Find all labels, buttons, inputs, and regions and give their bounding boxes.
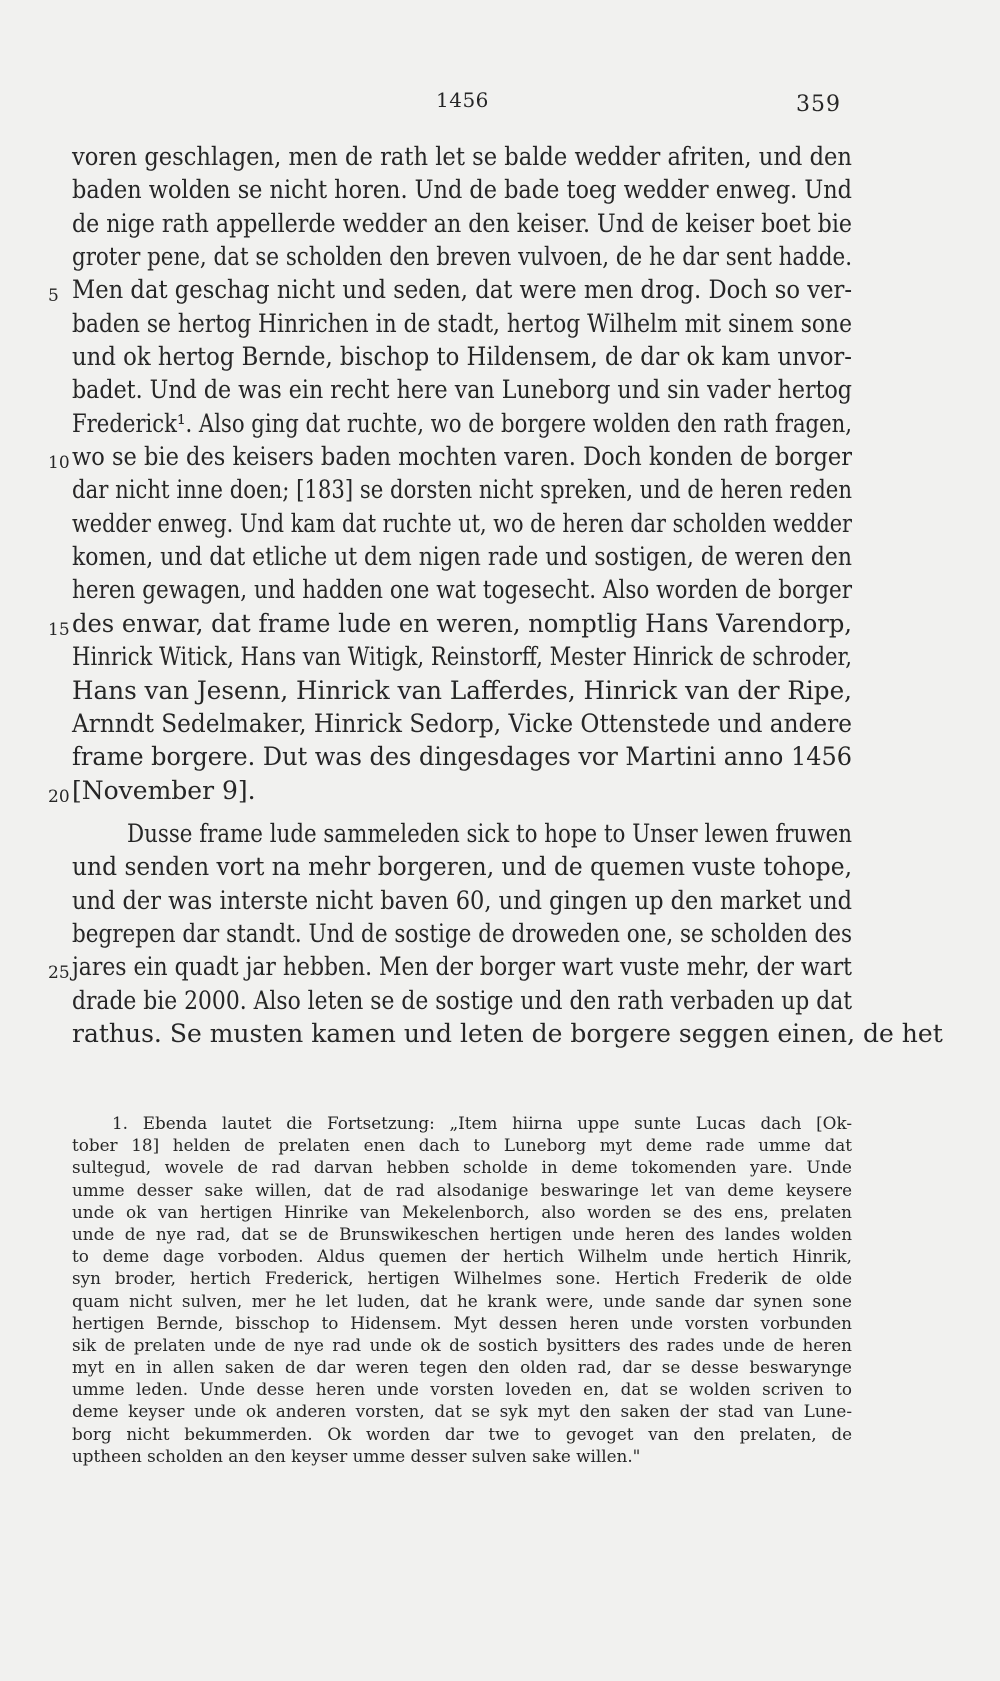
footnote-line: tober 18] helden de prelaten enen dach to Luneborg myt deme rade umme dat bbox=[72, 1135, 852, 1156]
footnote-line: quam nicht sulven, mer he let luden, dat he krank were, unde sande dar synen sone bbox=[72, 1290, 852, 1311]
footnote-line: syn broder, hertich Frederick, hertigen Wilhelmes sone. Hertich Frederik de olde bbox=[72, 1268, 852, 1289]
line-number: 15 bbox=[48, 619, 70, 640]
line-text: und senden vort na mehr borgeren, und de quemen vuste tohope, bbox=[72, 852, 852, 882]
text-line bbox=[48, 607, 852, 640]
text-line bbox=[72, 473, 852, 506]
text-line bbox=[48, 273, 852, 307]
line-text: Hinrick Witick, Hans van Witigk, Reinstorff, Mester Hinrick de schroder, bbox=[72, 642, 852, 672]
line-number: 10 bbox=[48, 453, 70, 474]
text-line bbox=[72, 1017, 943, 1050]
text-line bbox=[72, 240, 852, 273]
footnote-line: sik de prelaten unde de nye rad unde ok de sostich bysitters des rades unde de heren bbox=[72, 1334, 852, 1355]
footnote-line: sultegud, wovele de rad darvan hebben scholde in deme tokomenden yare. Unde bbox=[72, 1157, 852, 1178]
footnote-line: deme keyser unde ok anderen vorsten, dat se syk myt den saken der stad van Lune- bbox=[72, 1401, 852, 1422]
footnote-line: to deme dage vorboden. Aldus quemen der hertich Wilhelm unde hertich Hinrik, bbox=[72, 1246, 852, 1267]
text-line bbox=[48, 440, 852, 474]
footnote-line: borg nicht bekummerden. Ok worden dar twe to gevoget van den prelaten, de bbox=[72, 1423, 852, 1444]
text-line bbox=[72, 140, 852, 173]
line-text: frame borgere. Dut was des dingesdages vor Martini anno 1456 bbox=[72, 742, 852, 772]
line-text: heren gewagen, und hadden one wat togesecht. Also worden de borger bbox=[72, 575, 852, 605]
page-number: 359 bbox=[796, 92, 841, 117]
text-line bbox=[72, 917, 852, 950]
line-text: und der was interste nicht baven 60, und gingen up den market und bbox=[72, 885, 852, 915]
line-text: Men dat geschag nicht und seden, dat were men drog. Doch so ver- bbox=[72, 275, 852, 305]
line-text: Dusse frame lude sammeleden sick to hope to Unser lewen fruwen bbox=[127, 818, 852, 848]
line-text: und ok hertog Bernde, bischop to Hildensem, de dar ok kam unvor- bbox=[72, 342, 852, 372]
footnote-line: unde de nye rad, dat se de Brunswikeschen hertigen unde heren des landes wolden bbox=[72, 1223, 852, 1244]
main-text bbox=[48, 140, 943, 1050]
text-line bbox=[72, 884, 852, 917]
footnote-line: 1. Ebenda lautet die Fortsetzung: „Item hiirna uppe sunte Lucas dach [Ok- bbox=[112, 1113, 852, 1133]
line-text: wo se bie des keisers baden mochten varen. Doch konden de borger bbox=[72, 442, 852, 472]
line-text: begrepen dar standt. Und de sostige de droweden one, se scholden des bbox=[72, 918, 852, 948]
line-text: groter pene, dat se scholden den breven vulvoen, de he dar sent hadde. bbox=[72, 242, 852, 272]
text-line bbox=[72, 373, 852, 406]
text-line bbox=[48, 950, 852, 984]
footnote-line: unde ok van hertigen Hinrike van Mekelenborch, also worden se des ens, prelaten bbox=[72, 1201, 852, 1222]
text-line bbox=[72, 817, 852, 850]
text-line bbox=[72, 540, 852, 573]
footnotes bbox=[72, 1112, 852, 1467]
line-number: 5 bbox=[48, 286, 59, 307]
line-text: Frederick¹. Also ging dat ruchte, wo de borgere wolden den rath fragen, bbox=[72, 408, 852, 438]
line-text: [November 9]. bbox=[72, 775, 256, 805]
text-line bbox=[72, 740, 852, 773]
footnote-line: umme desser sake willen, dat de rad alsodanige beswaringe let van deme keysere bbox=[72, 1179, 852, 1200]
line-number: 25 bbox=[48, 963, 70, 984]
text-line bbox=[48, 774, 852, 807]
line-text: wedder enweg. Und kam dat ruchte ut, wo de heren dar scholden wedder bbox=[72, 508, 852, 538]
line-text: baden se hertog Hinrichen in de stadt, hertog Wilhelm mit sinem sone bbox=[72, 308, 852, 338]
footnote-line: myt en in allen saken de dar weren tegen den olden rad, dar se desse beswarynge bbox=[72, 1357, 852, 1378]
line-text: baden wolden se nicht horen. Und de bade toeg wedder enweg. Und bbox=[72, 175, 852, 205]
line-text: Arnndt Sedelmaker, Hinrick Sedorp, Vicke Ottenstede und andere bbox=[72, 708, 852, 738]
line-text: komen, und dat etliche ut dem nigen rade und sostigen, de weren den bbox=[72, 542, 852, 572]
footnote-line: uptheen scholden an den keyser umme desser sulven sake willen." bbox=[72, 1445, 641, 1466]
line-text: de nige rath appellerde wedder an den keiser. Und de keiser boet bie bbox=[72, 208, 852, 238]
line-text: Hans van Jesenn, Hinrick van Lafferdes, Hinrick van der Ripe, bbox=[72, 675, 852, 705]
line-text: dar nicht inne doen; [183] se dorsten nicht spreken, und de heren reden bbox=[72, 475, 852, 505]
text-line bbox=[72, 307, 852, 340]
text-line bbox=[72, 173, 852, 206]
text-line bbox=[72, 850, 852, 883]
text-line bbox=[72, 674, 852, 707]
footnote-line: umme leden. Unde desse heren unde vorsten loveden en, dat se wolden scriven to bbox=[72, 1379, 852, 1400]
line-text: drade bie 2000. Also leten se de sostige und den rath verbaden up dat bbox=[72, 985, 852, 1015]
text-line bbox=[72, 573, 852, 606]
text-line bbox=[72, 340, 852, 373]
line-text: voren geschlagen, men de rath let se balde wedder afriten, und den bbox=[72, 142, 852, 171]
text-line bbox=[72, 707, 852, 740]
line-text: jares ein quadt jar hebben. Men der borger wart vuste mehr, der wart bbox=[72, 952, 852, 982]
line-number: 20 bbox=[48, 786, 70, 807]
running-header-year: 1456 bbox=[436, 88, 489, 112]
text-line bbox=[72, 207, 852, 240]
text-line bbox=[72, 640, 852, 673]
text-line bbox=[72, 984, 852, 1017]
text-line bbox=[72, 507, 852, 540]
text-line bbox=[72, 407, 852, 440]
line-text: rathus. Se musten kamen und leten de borgere seggen einen, de het bbox=[72, 1018, 943, 1048]
footnote-line: hertigen Bernde, bisschop to Hidensem. Myt dessen heren unde vorsten vorbunden bbox=[72, 1312, 852, 1333]
line-text: badet. Und de was ein recht here van Luneborg und sin vader hertog bbox=[72, 375, 852, 405]
line-text: des enwar, dat frame lude en weren, nomptlig Hans Varendorp, bbox=[72, 608, 852, 638]
